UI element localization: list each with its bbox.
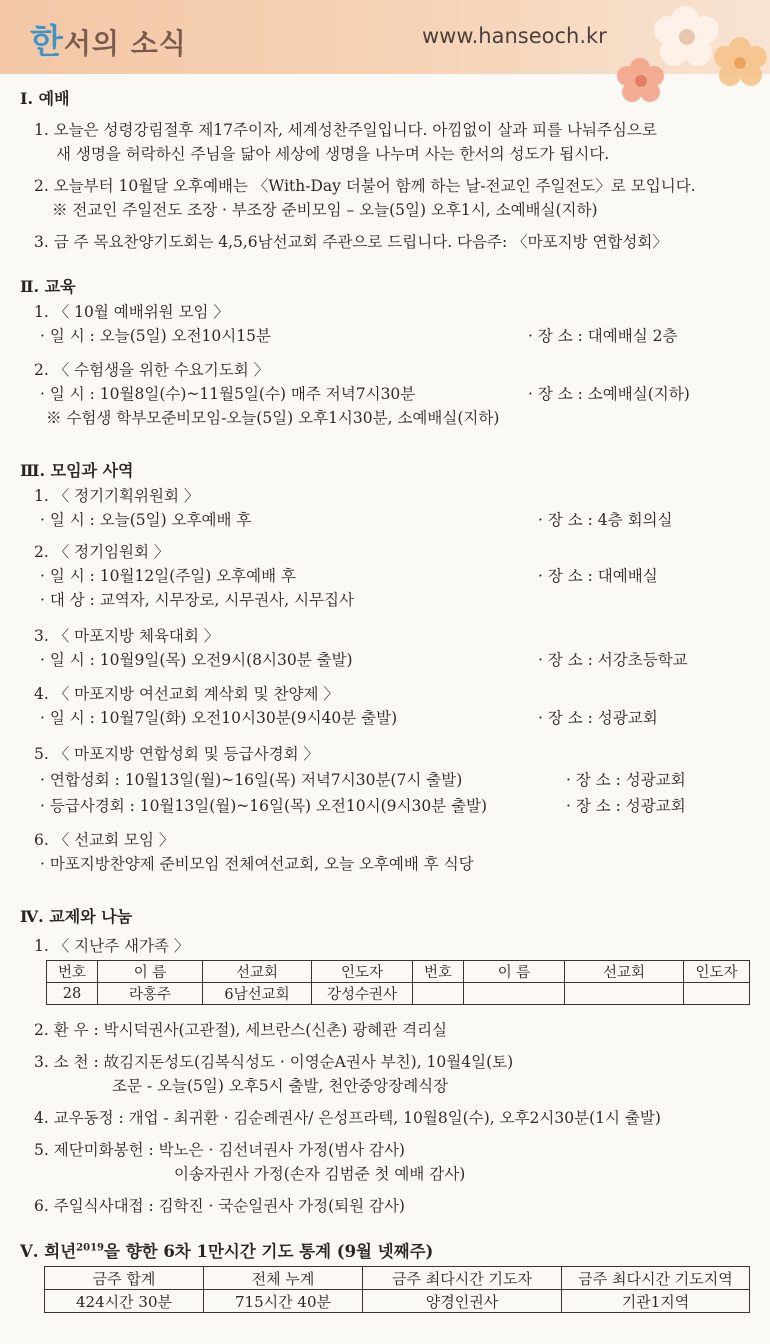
table-cell: 6남선교회 <box>203 983 312 1005</box>
table-cell: 28 <box>47 983 98 1005</box>
table-header: 인도자 <box>312 961 413 983</box>
worship-line-3: 2. 오늘부터 10월달 오후예배는 〈With-Day 더불어 함께 하는 날-전교인 주일전도〉로 모입니다. <box>34 177 696 195</box>
meetings-line-18: · 장 소 : 성광교회 <box>566 797 686 815</box>
meetings-line-14: 5. 〈 마포지방 연합성회 및 등급사경회 〉 <box>34 745 319 763</box>
prayer-heading-part1: Ⅴ. 희년 <box>20 1242 77 1261</box>
meetings-line-4: 2. 〈 정기임원회 〉 <box>34 543 170 561</box>
fellowship-line-1: 2. 환 우 : 박시덕권사(고관절), 세브란스(신촌) 광혜관 격리실 <box>34 1021 448 1039</box>
prayer-stats-table <box>44 1266 750 1313</box>
meetings-line-16: · 장 소 : 성광교회 <box>566 771 686 789</box>
title-part2: 서의 소식 <box>63 27 187 60</box>
meetings-line-6: · 장 소 : 대예배실 <box>538 567 658 585</box>
table-cell: 라홍주 <box>98 983 203 1005</box>
table-cell: 기관1지역 <box>562 1290 750 1313</box>
table-header: 번호 <box>413 961 464 983</box>
prayer-heading-sup: 2019 <box>76 1242 105 1254</box>
fellowship-line-7: 6. 주일식사대접 : 김학진 · 국순일권사 가정(퇴원 감사) <box>34 1197 405 1215</box>
table-header: 금주 합계 <box>45 1267 204 1290</box>
meetings-line-2: · 일 시 : 오늘(5일) 오후예배 후 <box>40 511 252 529</box>
meetings-line-13: · 장 소 : 성광교회 <box>538 709 658 727</box>
meetings-line-19: 6. 〈 선교회 모임 〉 <box>34 831 175 849</box>
table-header: 이 름 <box>464 961 565 983</box>
worship-line-5: 3. 금 주 목요찬양기도회는 4,5,6남선교회 주관으로 드립니다. 다음주: 〈마포지방 연합성회〉 <box>34 233 668 251</box>
table-header: 전체 누계 <box>204 1267 363 1290</box>
worship-line-2: 새 생명을 허락하신 주님을 닮아 세상에 생명을 나누며 사는 한서의 성도가 됩시다. <box>56 145 610 163</box>
meetings-line-3: · 장 소 : 4층 회의실 <box>538 511 673 529</box>
meetings-line-1: 1. 〈 정기기획위원회 〉 <box>34 487 200 505</box>
meetings-line-10: · 장 소 : 서강초등학교 <box>538 651 688 669</box>
meetings-line-20: · 마포지방찬양제 준비모임 전체여선교회, 오늘 오후예배 후 식당 <box>40 855 474 873</box>
newsletter-title <box>30 14 187 63</box>
table-cell <box>565 983 684 1005</box>
table-cell: 양경인권사 <box>363 1290 562 1313</box>
section-heading-prayer <box>20 1238 433 1262</box>
table-row <box>47 983 750 1005</box>
fellowship-line-5: 5. 제단미화봉헌 : 박노은 · 김선녀권사 가정(범사 감사) <box>34 1141 405 1159</box>
meetings-line-11: 4. 〈 마포지방 여선교회 계삭회 및 찬양제 〉 <box>34 685 339 703</box>
table-header: 금주 최다시간 기도자 <box>363 1267 562 1290</box>
section-heading-worship: Ⅰ. 예배 <box>20 89 70 108</box>
meetings-line-5: · 일 시 : 10월12일(주일) 오후예배 후 <box>40 567 296 585</box>
education-line-1: 1. 〈 10월 예배위원 모임 〉 <box>34 303 229 321</box>
table-cell: 강성수권사 <box>312 983 413 1005</box>
fellowship-line-3: 조문 - 오늘(5일) 오후5시 출발, 천안중앙장례식장 <box>112 1077 449 1095</box>
table-header: 선교회 <box>565 961 684 983</box>
meetings-line-7: · 대 상 : 교역자, 시무장로, 시무권사, 시무집사 <box>40 591 354 609</box>
table-header: 선교회 <box>203 961 312 983</box>
table-cell: 424시간 30분 <box>45 1290 204 1313</box>
education-line-6: · 장 소 : 소예배실(지하) <box>528 385 690 403</box>
table-cell: 715시간 40분 <box>204 1290 363 1313</box>
table-cell <box>413 983 464 1005</box>
fellowship-line-2: 3. 소 천 : 故김지돈성도(김복식성도 · 이영순A권사 부친), 10월4일(토) <box>34 1053 514 1071</box>
education-line-4: 2. 〈 수험생을 위한 수요기도회 〉 <box>34 361 270 379</box>
fellowship-line-4: 4. 교우동정 : 개업 - 최귀환 · 김순례권사/ 은성프라텍, 10월8일(수), 오후2시30분(1시 출발) <box>34 1109 661 1127</box>
newfamily-title: 1. 〈 지난주 새가족 〉 <box>34 937 190 955</box>
meetings-line-12: · 일 시 : 10월7일(화) 오전10시30분(9시40분 출발) <box>40 709 398 727</box>
table-header: 이 름 <box>98 961 203 983</box>
section-heading-meetings: Ⅲ. 모임과 사역 <box>20 461 134 480</box>
section-heading-fellowship: Ⅳ. 교제와 나눔 <box>20 907 133 926</box>
meetings-line-9: · 일 시 : 10월9일(목) 오전9시(8시30분 출발) <box>40 651 353 669</box>
prayer-header-row <box>45 1267 750 1290</box>
education-line-2: · 일 시 : 오늘(5일) 오전10시15분 <box>40 327 271 345</box>
prayer-heading-part2: 을 향한 6차 1만시간 기도 통계 (9월 넷째주) <box>104 1242 434 1261</box>
title-part1: 한 <box>30 22 64 62</box>
education-line-3: · 장 소 : 대예배실 2층 <box>528 327 678 345</box>
table-row <box>45 1290 750 1313</box>
header-banner <box>0 0 770 74</box>
newfamily-header-row <box>47 961 750 983</box>
table-cell <box>684 983 750 1005</box>
education-line-5: · 일 시 : 10월8일(수)~11월5일(수) 매주 저녁7시30분 <box>40 385 416 403</box>
newsletter-body <box>0 74 770 1344</box>
table-cell <box>464 983 565 1005</box>
section-heading-education: Ⅱ. 교육 <box>20 277 76 296</box>
worship-line-4: ※ 전교인 주일전도 조장 · 부조장 준비모임 – 오늘(5일) 오후1시, 소예배실(지하) <box>52 201 598 219</box>
fellowship-line-6: 이송자권사 가정(손자 김범준 첫 예배 감사) <box>174 1165 466 1183</box>
table-header: 번호 <box>47 961 98 983</box>
table-header: 인도자 <box>684 961 750 983</box>
newfamily-table <box>46 960 750 1005</box>
table-header: 금주 최다시간 기도지역 <box>562 1267 750 1290</box>
worship-line-1: 1. 오늘은 성령강림절후 제17주이자, 세계성찬주일입니다. 아낌없이 살과 피를 나눠주심으로 <box>34 121 657 139</box>
meetings-line-15: · 연합성회 : 10월13일(월)~16일(목) 저녁7시30분(7시 출발) <box>40 771 463 789</box>
website-url[interactable]: www.hanseoch.kr <box>422 24 607 48</box>
meetings-line-17: · 등급사경회 : 10월13일(월)~16일(목) 오전10시(9시30분 출발) <box>40 797 488 815</box>
education-line-7: ※ 수험생 학부모준비모임-오늘(5일) 오후1시30분, 소예배실(지하) <box>46 409 500 427</box>
meetings-line-8: 3. 〈 마포지방 체육대회 〉 <box>34 627 220 645</box>
